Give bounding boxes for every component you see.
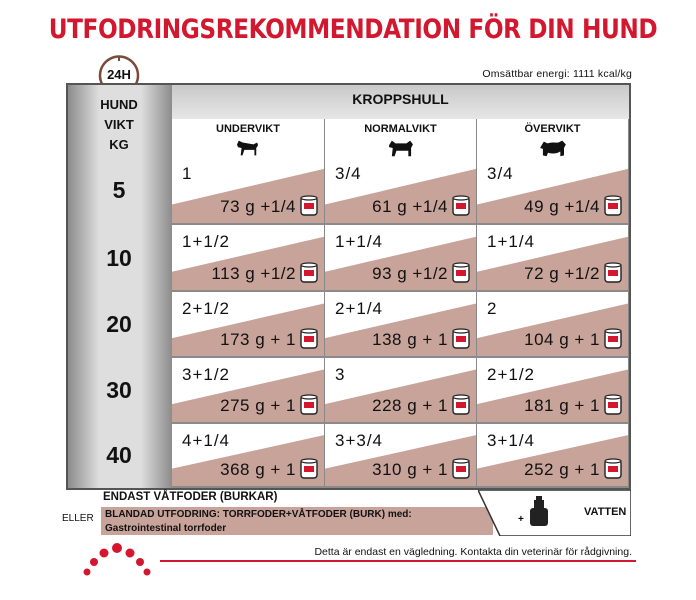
dry-amount: 3+1/4 <box>487 431 536 450</box>
feeding-cell <box>325 225 477 290</box>
can-icon <box>452 458 470 480</box>
can-icon <box>604 328 622 350</box>
can-icon <box>604 394 622 416</box>
dry-amount: 3+1/2 <box>182 365 231 384</box>
column-header <box>172 119 325 157</box>
wet-amount: 138 g + 1 <box>372 330 448 349</box>
thin-dog-icon <box>232 137 264 159</box>
blandad-band <box>101 507 493 535</box>
eller-label: ELLER <box>62 513 94 524</box>
dry-amount: 3/4 <box>335 164 362 183</box>
weight-header-line: VIKT <box>104 117 134 132</box>
weight-value: 10 <box>106 244 132 271</box>
column-label: NORMALVIKT <box>364 123 437 135</box>
dry-amount: 3+3/4 <box>335 431 384 450</box>
feeding-cell <box>477 225 629 290</box>
weight-value: 30 <box>106 377 132 403</box>
wet-amount: 368 g + 1 <box>220 460 296 479</box>
weight-value: 5 <box>112 177 126 203</box>
can-icon <box>300 458 318 480</box>
dry-amount: 1 <box>182 164 193 183</box>
blandad-line: Gastrointestinal torrfoder <box>105 523 227 534</box>
wet-amount: 72 g +1/2 <box>524 264 600 283</box>
wet-amount: 113 g +1/2 <box>211 264 296 283</box>
feeding-cell <box>325 292 477 356</box>
endast-label: ENDAST VÅTFODER (BURKAR) <box>103 491 278 503</box>
dry-amount: 3 <box>335 365 346 384</box>
wet-amount: 181 g + 1 <box>524 396 600 415</box>
can-icon <box>604 195 622 217</box>
can-icon <box>604 262 622 284</box>
dry-amount: 2+1/2 <box>487 365 536 384</box>
wet-amount: 252 g + 1 <box>524 460 600 479</box>
wet-amount: 275 g + 1 <box>220 396 296 415</box>
dry-amount: 2+1/4 <box>335 299 384 318</box>
dry-amount: 2+1/2 <box>182 299 231 318</box>
can-icon <box>452 195 470 217</box>
wet-amount: 49 g +1/4 <box>524 197 600 216</box>
feeding-cell <box>477 292 629 356</box>
feeding-cell <box>172 157 325 223</box>
feeding-cell <box>477 358 629 422</box>
feeding-cell <box>172 358 325 422</box>
weight-header-line: HUND <box>100 97 138 112</box>
feeding-cell <box>477 157 629 223</box>
can-icon <box>300 262 318 284</box>
feeding-cell <box>172 292 325 356</box>
royal-canin-crown-logo <box>82 540 152 584</box>
vatten-label: VATTEN <box>584 506 627 518</box>
wet-amount: 310 g + 1 <box>372 460 448 479</box>
feeding-cell <box>172 225 325 290</box>
weight-value: 40 <box>106 442 132 468</box>
wet-amount: 228 g + 1 <box>372 396 448 415</box>
can-icon <box>452 262 470 284</box>
can-icon <box>604 458 622 480</box>
can-icon <box>452 394 470 416</box>
kropp-title: KROPPSHULL <box>352 91 449 107</box>
dry-amount: 3/4 <box>487 164 514 183</box>
feeding-cell <box>477 424 629 486</box>
column-label: UNDERVIKT <box>216 123 280 135</box>
energy-info: Omsättbar energi: 1111 kcal/kg <box>482 68 632 80</box>
feeding-cell <box>325 157 477 223</box>
wet-amount: 173 g + 1 <box>220 330 296 349</box>
feeding-cell <box>325 358 477 422</box>
can-icon <box>300 394 318 416</box>
wet-amount: 73 g +1/4 <box>220 197 296 216</box>
normal-dog-icon <box>385 137 417 159</box>
can-icon <box>300 195 318 217</box>
column-header <box>325 119 477 157</box>
feeding-cell <box>172 424 325 486</box>
blandad-line: BLANDAD UTFODRING: TORRFODER+VÅTFODER (BURK) med: <box>105 509 412 520</box>
feeding-cell <box>325 424 477 486</box>
wet-amount: 104 g + 1 <box>524 330 600 349</box>
column-header <box>477 119 629 157</box>
weight-header-line: KG <box>109 137 129 152</box>
dry-amount: 2 <box>487 299 498 318</box>
fat-dog-icon <box>537 137 569 159</box>
page-title: UTFODRINGSREKOMMENDATION FÖR DIN HUND <box>48 14 658 45</box>
can-icon <box>300 328 318 350</box>
can-icon <box>452 328 470 350</box>
dry-amount: 4+1/4 <box>182 431 231 450</box>
dry-amount: 1+1/4 <box>487 232 536 251</box>
dry-amount: 1+1/2 <box>182 232 231 251</box>
dry-amount: 1+1/4 <box>335 232 384 251</box>
column-label: ÖVERVIKT <box>524 123 581 135</box>
svg-text:+: + <box>518 514 524 525</box>
wet-amount: 93 g +1/2 <box>372 264 448 283</box>
disclaimer: Detta är endast en vägledning. Kontakta din veterinär för rådgivning. <box>314 546 632 558</box>
weight-value: 20 <box>106 311 132 337</box>
wet-amount: 61 g +1/4 <box>372 197 448 216</box>
brand-divider <box>160 560 636 562</box>
weight-header <box>66 95 172 155</box>
clock-label: 24H <box>107 67 131 82</box>
